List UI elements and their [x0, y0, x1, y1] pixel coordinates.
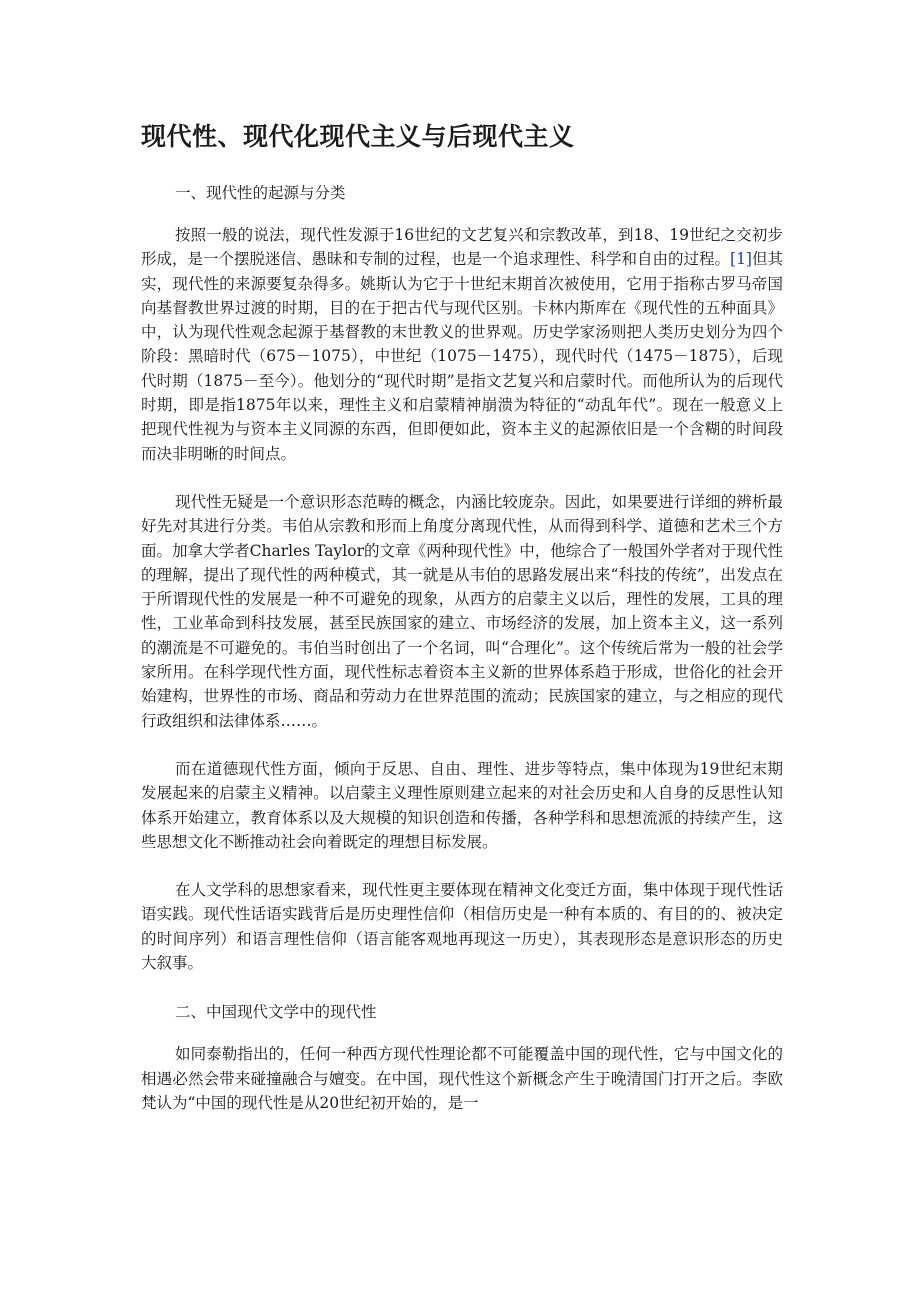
paragraph-3: 而在道德现代性方面，倾向于反思、自由、理性、进步等特点，集中体现为19世纪末期发展起来的启蒙主义精神。以启蒙主义理性原则建立起来的对社会历史和人自身的反思性认知体系开始建立，教育体系以及大规模的知识创造和传播，各种学科和思想流派的持续产生，这些思想文化不断推动社会向着既定的理想目标发展。: [141, 759, 783, 851]
paragraph-1: [141, 223, 783, 466]
section-heading-2: 二、中国现代文学中的现代性: [175, 1003, 377, 1022]
document-title: 现代性、现代化现代主义与后现代主义: [141, 122, 575, 151]
footnote-ref-link[interactable]: [1]: [730, 250, 752, 269]
paragraph-4: 在人文学科的思想家看来，现代性更主要体现在精神文化变迁方面，集中体现于现代性话语实践。现代性话语实践背后是历史理性信仰（相信历史是一种有本质的、有目的的、被决定的时间序列）和语言理性信仰（语言能客观地再现这一历史），其表现形态是意识形态的历史大叙事。: [141, 881, 783, 973]
paragraph-2: 现代性无疑是一个意识形态范畴的概念，内涵比较庞杂。因此，如果要进行详细的辨析最好先对其进行分类。韦伯从宗教和形而上角度分离现代性，从而得到科学、道德和艺术三个方面。加拿大学者Charles Taylor的文章《两种现代性》中，他综合了一般国外学者对于现代性的理解，提出了现代性的两种模式，其一就是从韦伯的思路发展出来“科技的传统”，出发点在于所谓现代性的发展是一种不可避免的现象，从西方的启蒙主义以后，理性的发展，工具的理性，工业革命到科技发展，甚至民族国家的建立、市场经济的发展，加上资本主义，这一系列的潮流是不可避免的。韦伯当时创出了一个名词，叫“合理化”。这个传统后常为一般的社会学家所用。在科学现代性方面，现代性标志着资本主义新的世界体系趋于形成，世俗化的社会开始建构，世界性的市场、商品和劳动力在世界范围的流动；民族国家的建立，与之相应的现代行政组织和法律体系……。: [141, 492, 783, 730]
paragraph-5: 如同泰勒指出的，任何一种西方现代性理论都不可能覆盖中国的现代性，它与中国文化的相遇必然会带来碰撞融合与嬗变。在中国，现代性这个新概念产生于晚清国门打开之后。李欧梵认为“中国的现代性是从20世纪初开始的，是一: [141, 1045, 783, 1112]
section-heading-1: 一、现代性的起源与分类: [175, 184, 346, 202]
paragraph-1-text-a: 按照一般的说法，现代性发源于16世纪的文艺复兴和宗教改革，到18、19世纪之交初步形成，是一个摆脱迷信、愚昧和专制的过程，也是一个追求理性、科学和自由的过程。: [141, 226, 783, 269]
paragraph-1-text-b: 但其实，现代性的来源要复杂得多。姚斯认为它于十世纪末期首次被使用，它用于指称古罗马帝国向基督教世界过渡的时期，目的在于把古代与现代区别。卡林内斯库在《现代性的五种面具》中，认为现代性观念起源于基督教的末世教义的世界观。历史学家汤则把人类历史划分为四个阶段：黑暗时代（675－1075），中世纪（1075－1475），现代时代（1475－1875），后现代时期（1875－至今）。他划分的“现代时期”是指文艺复兴和启蒙时代。而他所认为的后现代时期，即是指1875年以来，理性主义和启蒙精神崩溃为特征的“动乱年代”。现在一般意义上把现代性视为与资本主义同源的东西，但即便如此，资本主义的起源依旧是一个含糊的时间段而决非明晰的时间点。: [141, 250, 783, 463]
document-page: [141, 118, 783, 1115]
